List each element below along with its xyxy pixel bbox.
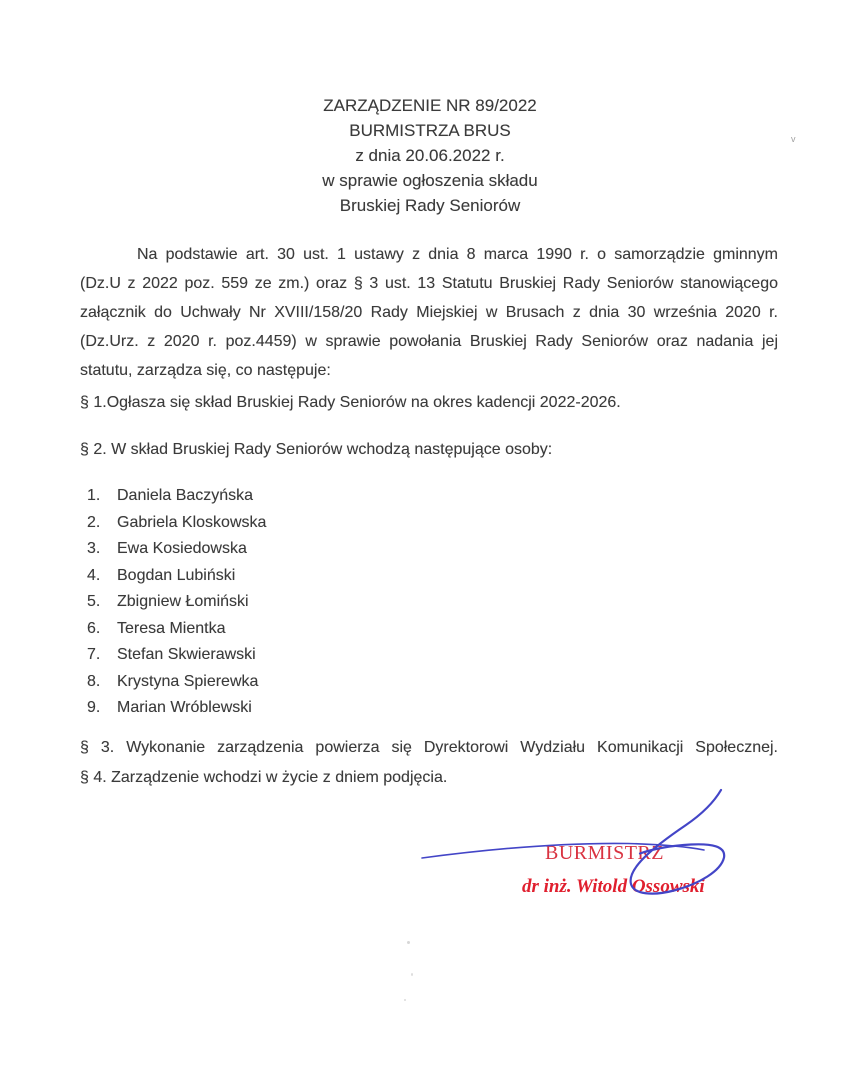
legal-basis-paragraph	[80, 240, 778, 385]
title-line: z dnia 20.06.2022 r.	[355, 146, 505, 165]
title-line: Bruskiej Rady Seniorów	[339, 196, 521, 215]
member-item	[87, 563, 507, 590]
document-title	[18, 93, 842, 218]
paragraph-line: (Dz.U z 2022 poz. 559 ze zm.) oraz § 3 ust. 13 Statutu Bruskiej Rady Seniorów stanowiącego	[80, 275, 778, 292]
paragraph-line: (Dz.Urz. z 2020 r. poz.4459) w sprawie powołania Bruskiej Rady Seniorów oraz nadania jej	[80, 333, 778, 350]
paragraph-line: § 3. Wykonanie zarządzenia powierza się Dyrektorowi Wydziału Komunikacji Społecznej.	[80, 739, 778, 756]
member-item	[87, 695, 507, 722]
member-name: Krystyna Spierewka	[117, 672, 259, 690]
member-number: 7.	[87, 646, 101, 663]
member-number: 3.	[87, 540, 101, 557]
paragraph-line: Na podstawie art. 30 ust. 1 ustawy z dnia 8 marca 1990 r. o samorządzie gminnym	[137, 246, 778, 263]
section-1: § 1.Ogłasza się skład Bruskiej Rady Seniorów na okres kadencji 2022-2026.	[80, 394, 621, 411]
member-name: Daniela Baczyńska	[117, 487, 254, 504]
member-name: Zbigniew Łomiński	[117, 593, 249, 610]
member-name: Gabriela Kloskowska	[117, 513, 267, 531]
member-item	[87, 536, 507, 563]
member-item	[87, 589, 507, 616]
member-number: 2.	[87, 513, 101, 531]
member-name: Marian Wróblewski	[117, 699, 252, 716]
member-number: 8.	[87, 672, 101, 690]
member-item	[87, 669, 507, 696]
title-line: w sprawie ogłoszenia składu	[322, 171, 538, 190]
member-item	[87, 616, 507, 643]
mayor-stamp-name: dr inż. Witold Ossowski	[522, 876, 705, 897]
scan-speck	[407, 941, 410, 944]
signature-block	[380, 780, 760, 930]
member-name: Ewa Kosiedowska	[117, 540, 247, 557]
paragraph-line: załącznik do Uchwały Nr XVIII/158/20 Rady Miejskiej w Brusach z dnia 30 września 2020 r.	[80, 304, 778, 321]
members-list	[87, 483, 507, 722]
title-line: ZARZĄDZENIE NR 89/2022	[323, 96, 537, 115]
member-number: 9.	[87, 699, 101, 716]
member-item	[87, 510, 507, 537]
member-name: Bogdan Lubiński	[117, 566, 236, 584]
member-number: 1.	[87, 487, 101, 504]
member-number: 4.	[87, 566, 101, 584]
pen-signature-icon	[380, 780, 760, 930]
member-number: 5.	[87, 593, 101, 610]
mayor-stamp-title: BURMISTRZ	[545, 842, 664, 864]
scan-speck	[411, 973, 413, 976]
member-name: Stefan Skwierawski	[117, 646, 256, 663]
member-number: 6.	[87, 619, 101, 637]
paragraph-line: § 4. Zarządzenie wchodzi w życie z dniem podjęcia.	[80, 768, 448, 786]
scan-artifact-mark: v	[791, 134, 796, 144]
scan-speck	[404, 999, 406, 1001]
member-item	[87, 483, 507, 510]
section-2: § 2. W skład Bruskiej Rady Seniorów wchodzą następujące osoby:	[80, 441, 553, 458]
member-item	[87, 642, 507, 669]
paragraph-line: statutu, zarządza się, co następuje:	[80, 362, 331, 379]
title-line: BURMISTRZA BRUS	[349, 121, 511, 140]
member-name: Teresa Mientka	[117, 619, 226, 637]
